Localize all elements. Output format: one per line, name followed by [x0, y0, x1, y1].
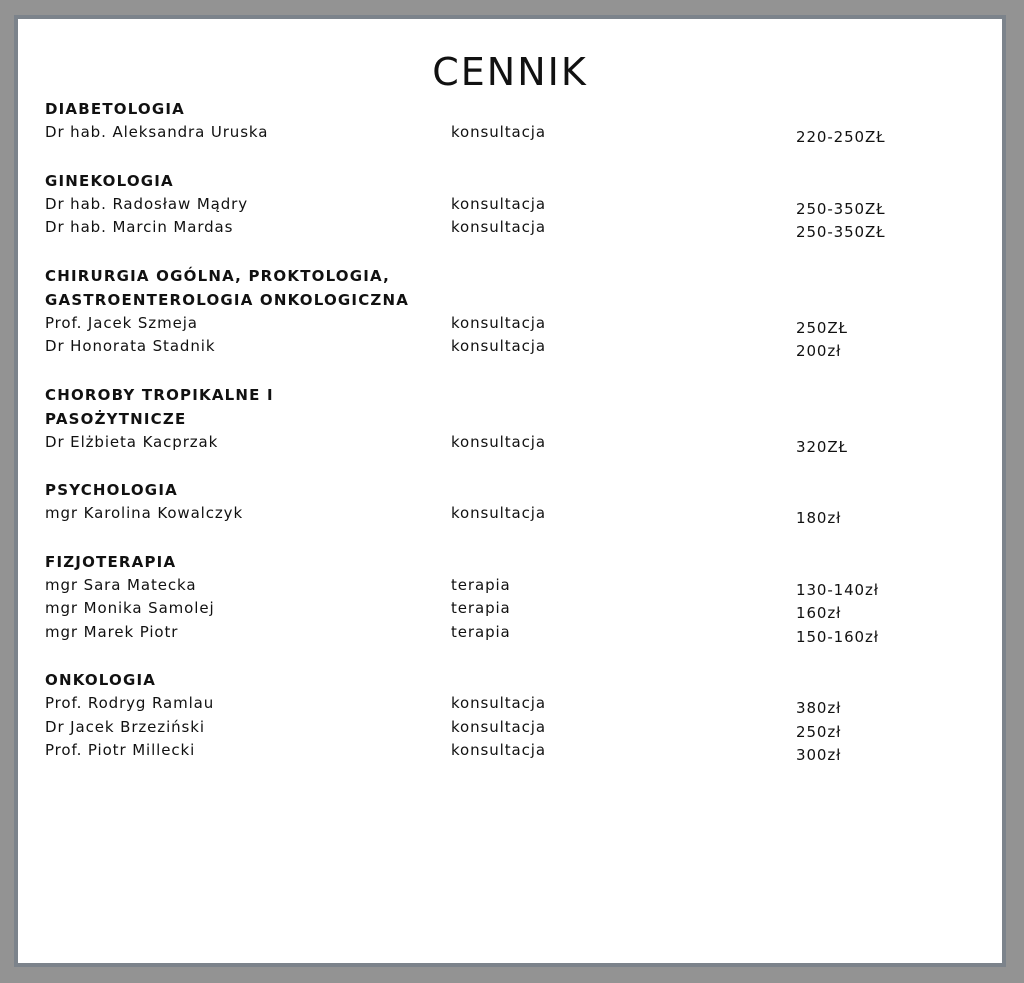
service-type: konsultacja: [451, 194, 546, 213]
service-type: konsultacja: [451, 741, 546, 759]
price-row: [45, 312, 985, 336]
doctor-name: Dr hab. Aleksandra Uruska: [45, 123, 269, 141]
section-chirurgia: [45, 264, 985, 359]
price-row: [45, 621, 985, 645]
section-fizjoterapia: [45, 550, 985, 645]
price-value: 180zł: [796, 509, 842, 527]
price-value: 300zł: [796, 746, 842, 764]
section-heading: CHOROBY TROPIKALNE I PASOŻYTNICZE: [45, 385, 274, 428]
price-value: 250-350ZŁ: [796, 199, 886, 218]
price-value: 150-160zł: [796, 627, 879, 646]
doctor-name: Dr Honorata Stadnik: [45, 337, 216, 355]
service-type: konsultacja: [451, 123, 546, 141]
service-type: konsultacja: [451, 694, 546, 712]
section-diabetologia: [45, 97, 985, 145]
doctor-name: Dr Jacek Brzeziński: [45, 717, 205, 736]
section-heading: PSYCHOLOGIA: [45, 481, 178, 499]
price-row: [45, 431, 985, 455]
price-row: [45, 216, 985, 240]
section-ginekologia: [45, 169, 985, 240]
service-type: terapia: [451, 575, 511, 594]
price-list-card: [14, 15, 1006, 967]
price-row: [45, 739, 985, 763]
doctor-name: Prof. Rodryg Ramlau: [45, 694, 215, 712]
price-value: 200zł: [796, 342, 842, 360]
doctor-name: mgr Marek Piotr: [45, 622, 179, 641]
price-row: [45, 692, 985, 716]
doctor-name: mgr Karolina Kowalczyk: [45, 504, 244, 522]
section-choroby-tropikalne: [45, 383, 985, 455]
price-row: [45, 574, 985, 598]
price-row: [45, 121, 985, 145]
price-value: 250zł: [796, 722, 842, 741]
section-heading: DIABETOLOGIA: [45, 100, 185, 118]
page-title: CENNIK: [432, 50, 588, 94]
price-row: [45, 502, 985, 526]
section-psychologia: [45, 478, 985, 526]
service-type: terapia: [451, 622, 511, 641]
section-heading: FIZJOTERAPIA: [45, 552, 177, 571]
doctor-name: Prof. Jacek Szmeja: [45, 313, 198, 332]
price-value: 220-250ZŁ: [796, 128, 886, 146]
price-row: [45, 193, 985, 217]
section-heading: CHIRURGIA OGÓLNA, PROKTOLOGIA, GASTROENTEROLOGIA ONKOLOGICZNA: [45, 266, 410, 309]
service-type: konsultacja: [451, 432, 546, 451]
doctor-name: Dr hab. Marcin Mardas: [45, 218, 234, 236]
price-value: 160zł: [796, 604, 842, 622]
section-heading: ONKOLOGIA: [45, 671, 157, 689]
price-value: 320ZŁ: [796, 437, 848, 456]
doctor-name: mgr Monika Samolej: [45, 599, 215, 617]
price-list: [45, 97, 985, 787]
price-value: 250-350ZŁ: [796, 223, 886, 241]
service-type: konsultacja: [451, 717, 546, 736]
service-type: konsultacja: [451, 504, 546, 522]
section-onkologia: [45, 668, 985, 763]
service-type: konsultacja: [451, 337, 546, 355]
doctor-name: Dr hab. Radosław Mądry: [45, 194, 249, 213]
doctor-name: Dr Elżbieta Kacprzak: [45, 432, 219, 451]
price-row: [45, 716, 985, 740]
service-type: konsultacja: [451, 313, 546, 332]
price-value: 250ZŁ: [796, 318, 848, 337]
section-heading: GINEKOLOGIA: [45, 171, 174, 190]
price-row: [45, 335, 985, 359]
price-value: 130-140zł: [796, 580, 879, 599]
price-value: 380zł: [796, 699, 842, 717]
service-type: terapia: [451, 599, 511, 617]
doctor-name: mgr Sara Matecka: [45, 575, 197, 594]
doctor-name: Prof. Piotr Millecki: [45, 741, 196, 759]
service-type: konsultacja: [451, 218, 546, 236]
price-row: [45, 597, 985, 621]
